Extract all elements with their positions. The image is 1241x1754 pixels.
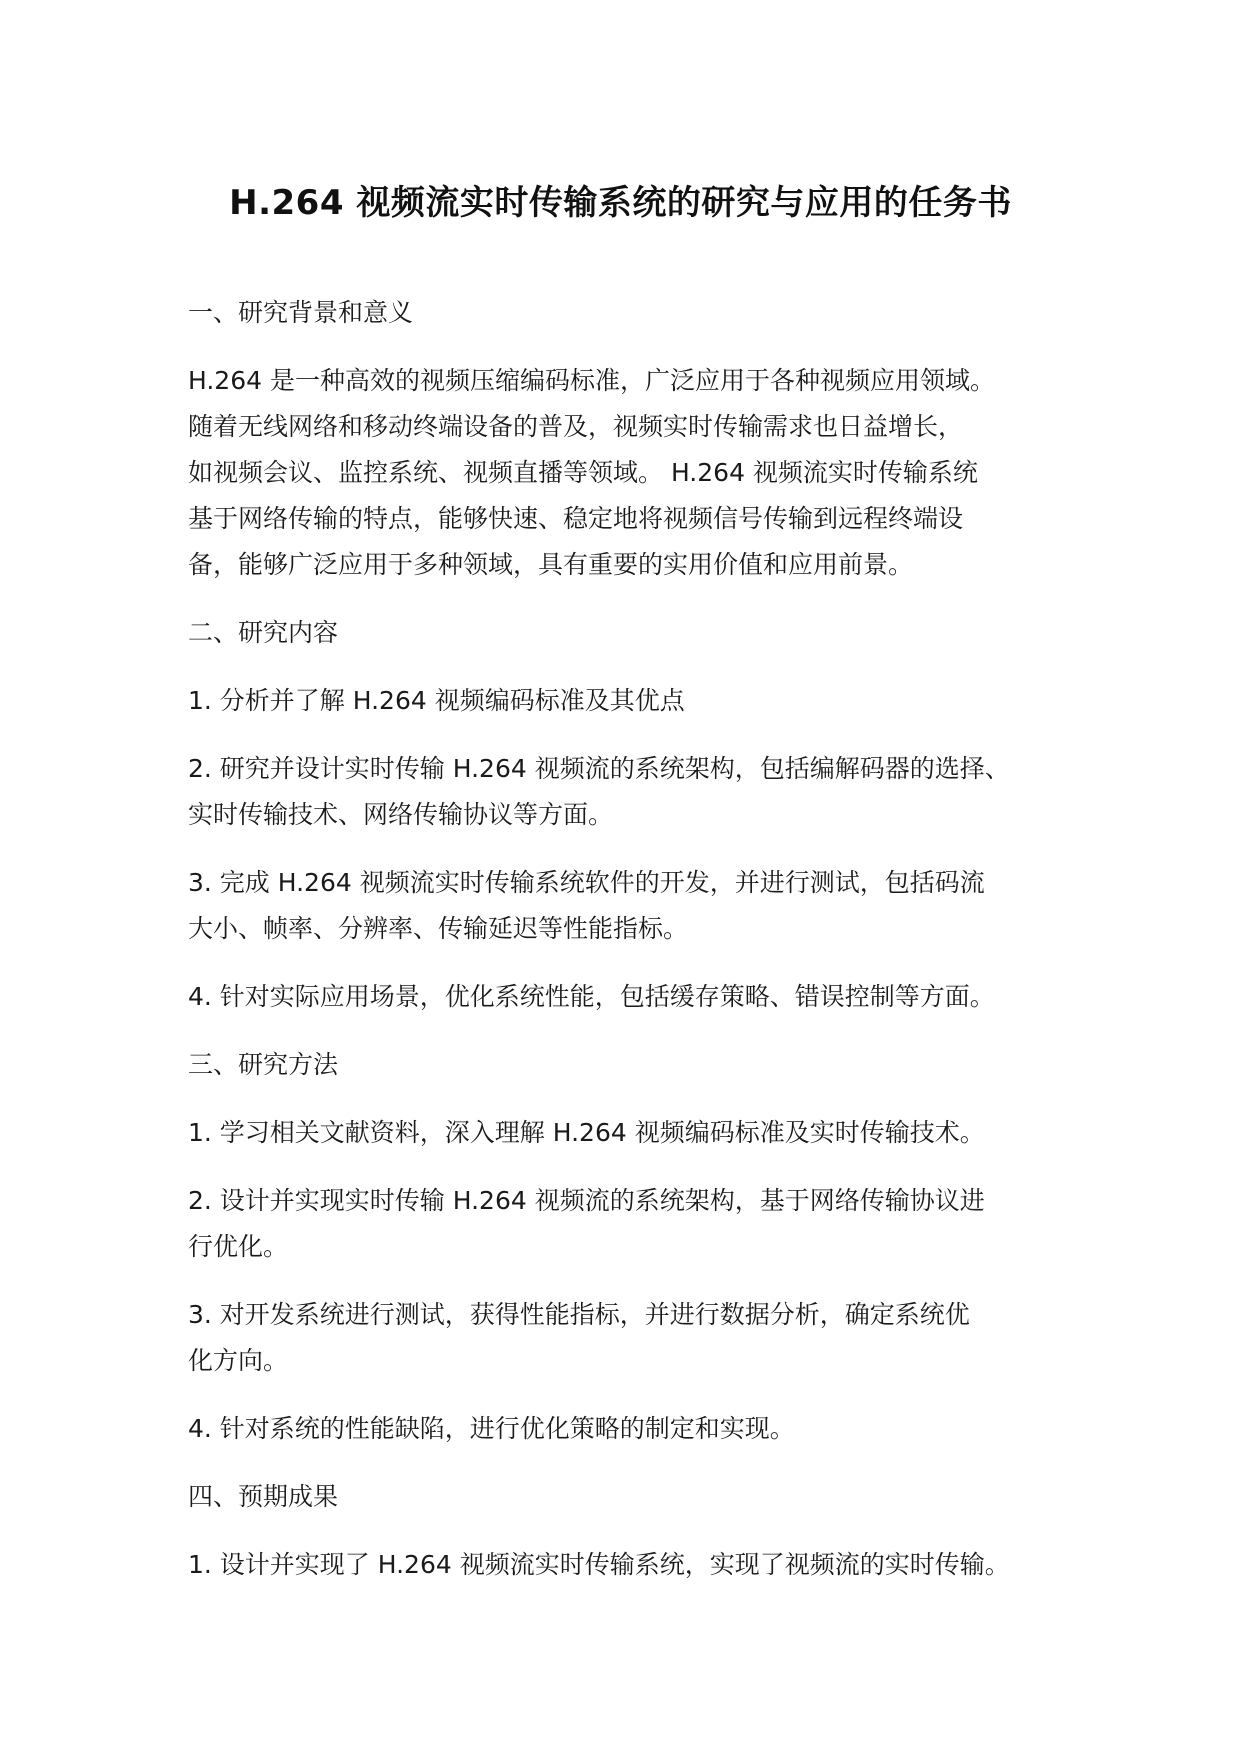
list-item-line: 4. 针对实际应用场景，优化系统性能，包括缓存策略、错误控制等方面。 <box>188 982 995 1011</box>
list-item <box>188 1292 1088 1384</box>
paragraph-line: 基于网络传输的特点，能够快速、稳定地将视频信号传输到远程终端设 <box>188 504 964 533</box>
list-item-line: 大小、帧率、分辨率、传输延迟等性能指标。 <box>188 914 689 943</box>
list-item <box>188 860 1088 952</box>
list-item-line: 3. 完成 H.264 视频流实时传输系统软件的开发，并进行测试，包括码流 <box>188 868 985 897</box>
list-item <box>188 1406 1088 1452</box>
section-heading-methods: 三、研究方法 <box>188 1050 339 1079</box>
list-item-line: 2. 研究并设计实时传输 H.264 视频流的系统架构，包括编解码器的选择、 <box>188 754 1010 783</box>
paragraph-line: 备，能够广泛应用于多种领域，具有重要的实用价值和应用前景。 <box>188 550 914 579</box>
section-heading-content: 二、研究内容 <box>188 618 339 647</box>
list-item <box>188 1110 1088 1156</box>
list-item-line: 3. 对开发系统进行测试，获得性能指标，并进行数据分析，确定系统优 <box>188 1300 970 1329</box>
section-heading-background: 一、研究背景和意义 <box>188 298 414 327</box>
paragraph-line: H.264 是一种高效的视频压缩编码标准，广泛应用于各种视频应用领域。 <box>188 366 995 395</box>
paragraph-line: 如视频会议、监控系统、视频直播等领域。 H.264 视频流实时传输系统 <box>188 458 978 487</box>
background-paragraph <box>188 358 1088 588</box>
list-item-line: 1. 学习相关文献资料，深入理解 H.264 视频编码标准及实时传输技术。 <box>188 1118 985 1147</box>
list-item-line: 4. 针对系统的性能缺陷，进行优化策略的制定和实现。 <box>188 1414 795 1443</box>
list-item <box>188 678 1088 724</box>
document-title: H.264 视频流实时传输系统的研究与应用的任务书 <box>229 183 1012 223</box>
list-item-line: 2. 设计并实现实时传输 H.264 视频流的系统架构，基于网络传输协议进 <box>188 1186 985 1215</box>
list-item-line: 行优化。 <box>188 1232 289 1261</box>
document-body <box>188 290 1088 1610</box>
list-item <box>188 974 1088 1020</box>
list-item <box>188 746 1088 838</box>
list-item <box>188 1542 1088 1588</box>
list-item-line: 1. 设计并实现了 H.264 视频流实时传输系统，实现了视频流的实时传输。 <box>188 1550 1010 1579</box>
list-item-line: 1. 分析并了解 H.264 视频编码标准及其优点 <box>188 686 685 715</box>
paragraph-line: 随着无线网络和移动终端设备的普及，视频实时传输需求也日益增长， <box>188 412 964 441</box>
section-heading-outcomes: 四、预期成果 <box>188 1482 339 1511</box>
list-item <box>188 1178 1088 1270</box>
list-item-line: 实时传输技术、网络传输协议等方面。 <box>188 800 614 829</box>
list-item-line: 化方向。 <box>188 1346 289 1375</box>
